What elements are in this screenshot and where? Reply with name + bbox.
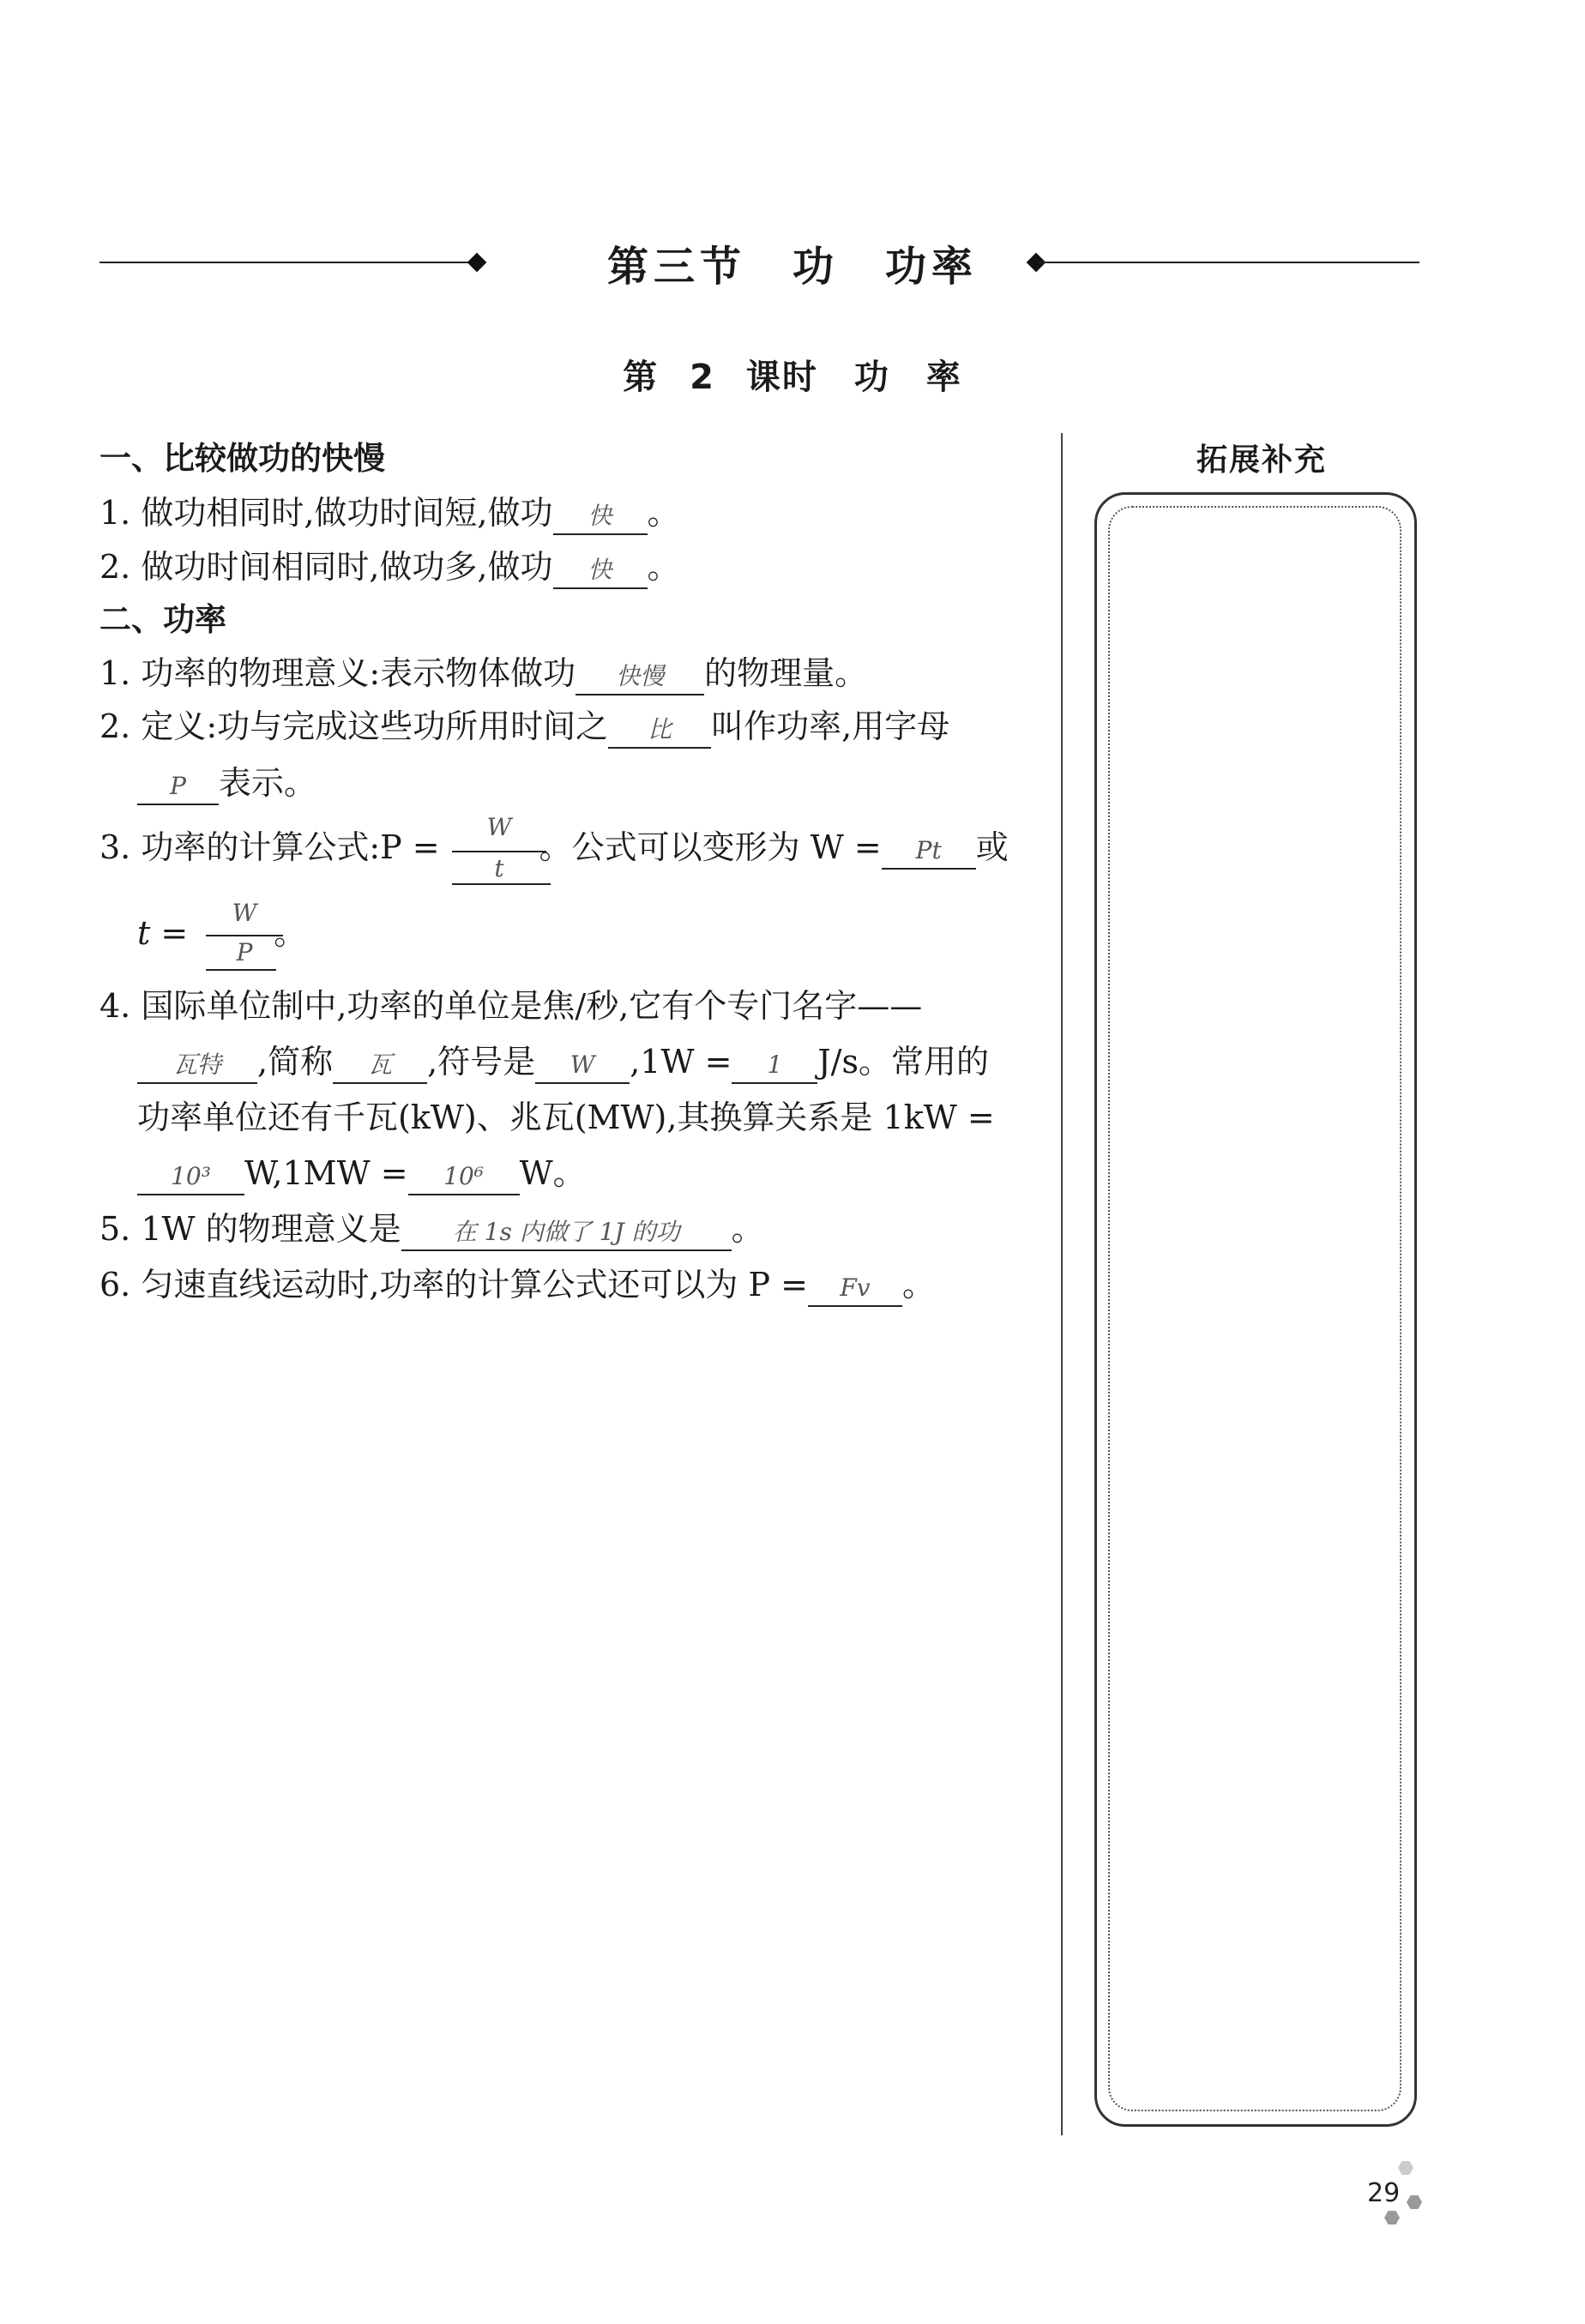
s2-q3-frac-bar [452, 851, 546, 852]
s2-q3-answer2: Pt [882, 834, 976, 870]
s2-q4-t1: ,简称 [257, 1043, 334, 1081]
s2-q3-frac2-bar [206, 935, 283, 936]
s2-question-4-line4 [137, 1152, 586, 1195]
s2-q3-frac-den: t [494, 854, 504, 882]
s2-q4-a3: W [535, 1048, 630, 1084]
title-rule-right [1038, 262, 1419, 263]
s1-q2-text: 2. 做功时间相同时,做功多,做功 [99, 548, 553, 586]
s2-question-4 [99, 984, 922, 1027]
s2-q1-end: 的物理量。 [704, 654, 868, 692]
s2-question-6 [99, 1263, 935, 1307]
page-decoration-hex [1398, 2161, 1413, 2175]
s2-question-1 [99, 652, 867, 695]
section-title: 第三节 功 功率 [606, 243, 978, 291]
s1-q1-answer: 快 [553, 499, 648, 535]
page-number: 29 [1367, 2178, 1401, 2208]
s2-q6-answer: Fv [808, 1271, 902, 1307]
s2-question-5 [99, 1207, 764, 1251]
s1-question-2 [99, 545, 680, 589]
s2-q3-frac2-num: W [232, 899, 257, 927]
s2-q4-text: 4. 国际单位制中,功率的单位是焦/秒,它有个专门名字—— [99, 987, 923, 1025]
column-divider [1061, 433, 1063, 2135]
s2-question-3 [99, 826, 1009, 870]
s2-q4-t5: W,1MW = [244, 1154, 408, 1192]
s2-q3-frac2-den: P [236, 938, 253, 966]
s2-q6-end: 。 [901, 1266, 935, 1303]
s2-q3-end: 或 [975, 828, 1009, 866]
s2-q3-blank2-line [206, 969, 276, 971]
page-decoration-hex [1384, 2211, 1400, 2225]
s2-question-2 [99, 705, 949, 749]
s1-q2-end: 。 [647, 548, 680, 586]
s2-q3-frac-num: W [486, 813, 512, 841]
s2-q5-answer: 在 1s 内做了 1J 的功 [401, 1215, 732, 1251]
page-decoration-hex [1407, 2195, 1422, 2209]
section1-heading: 一、比较做功的快慢 [99, 440, 385, 477]
s2-q4-t3: ,1W = [630, 1043, 732, 1081]
s2-q1-text: 1. 功率的物理意义:表示物体做功 [99, 654, 576, 692]
s2-q4-t2: ,符号是 [427, 1043, 536, 1081]
s1-q1-end: 。 [647, 494, 680, 532]
s2-q2-end: 表示。 [219, 764, 317, 802]
s2-q2-mid: 叫作功率,用字母 [711, 707, 950, 745]
s2-q2-answer2: P [137, 769, 219, 805]
s2-question-4-line3: 功率单位还有千瓦(kW)、兆瓦(MW),其换算关系是 1kW = [137, 1099, 995, 1136]
s2-question-2-cont [137, 762, 316, 805]
sidebar-title: 拓展补充 [1196, 443, 1327, 478]
s2-q4-a1: 瓦特 [137, 1048, 257, 1084]
s2-q5-end: 。 [731, 1210, 764, 1248]
s1-q2-answer: 快 [553, 553, 648, 589]
s2-q3-t-label: t = [137, 914, 189, 952]
s2-q4-a5: 10³ [137, 1159, 244, 1195]
s2-q4-t4: J/s。常用的 [817, 1043, 989, 1081]
lesson-subtitle: 第 2 课时 功 率 [623, 358, 962, 397]
s1-question-1 [99, 491, 680, 535]
notes-frame-inner [1108, 506, 1401, 2111]
s2-q6-text: 6. 匀速直线运动时,功率的计算公式还可以为 P = [99, 1266, 808, 1303]
s2-q3-mid: 。公式可以变形为 W = [539, 828, 882, 866]
s2-q2-answer: 比 [608, 713, 711, 749]
s2-q3-text: 3. 功率的计算公式:P = [99, 828, 440, 866]
s2-q3-end2: 。 [274, 914, 307, 952]
s2-q4-a4: 1 [732, 1048, 817, 1084]
s2-q4-a6: 10⁶ [408, 1159, 520, 1195]
s2-q5-text: 5. 1W 的物理意义是 [99, 1210, 401, 1248]
s2-q3-blank-line [452, 883, 551, 885]
section2-heading: 二、功率 [99, 601, 226, 638]
s2-q1-answer: 快慢 [576, 659, 704, 695]
s2-question-4-line2 [137, 1040, 989, 1084]
s2-q4-t6: W。 [519, 1154, 586, 1192]
s2-q2-text: 2. 定义:功与完成这些功所用时间之 [99, 707, 609, 745]
s1-q1-text: 1. 做功相同时,做功时间短,做功 [99, 494, 553, 532]
s2-q4-a2: 瓦 [333, 1048, 427, 1084]
